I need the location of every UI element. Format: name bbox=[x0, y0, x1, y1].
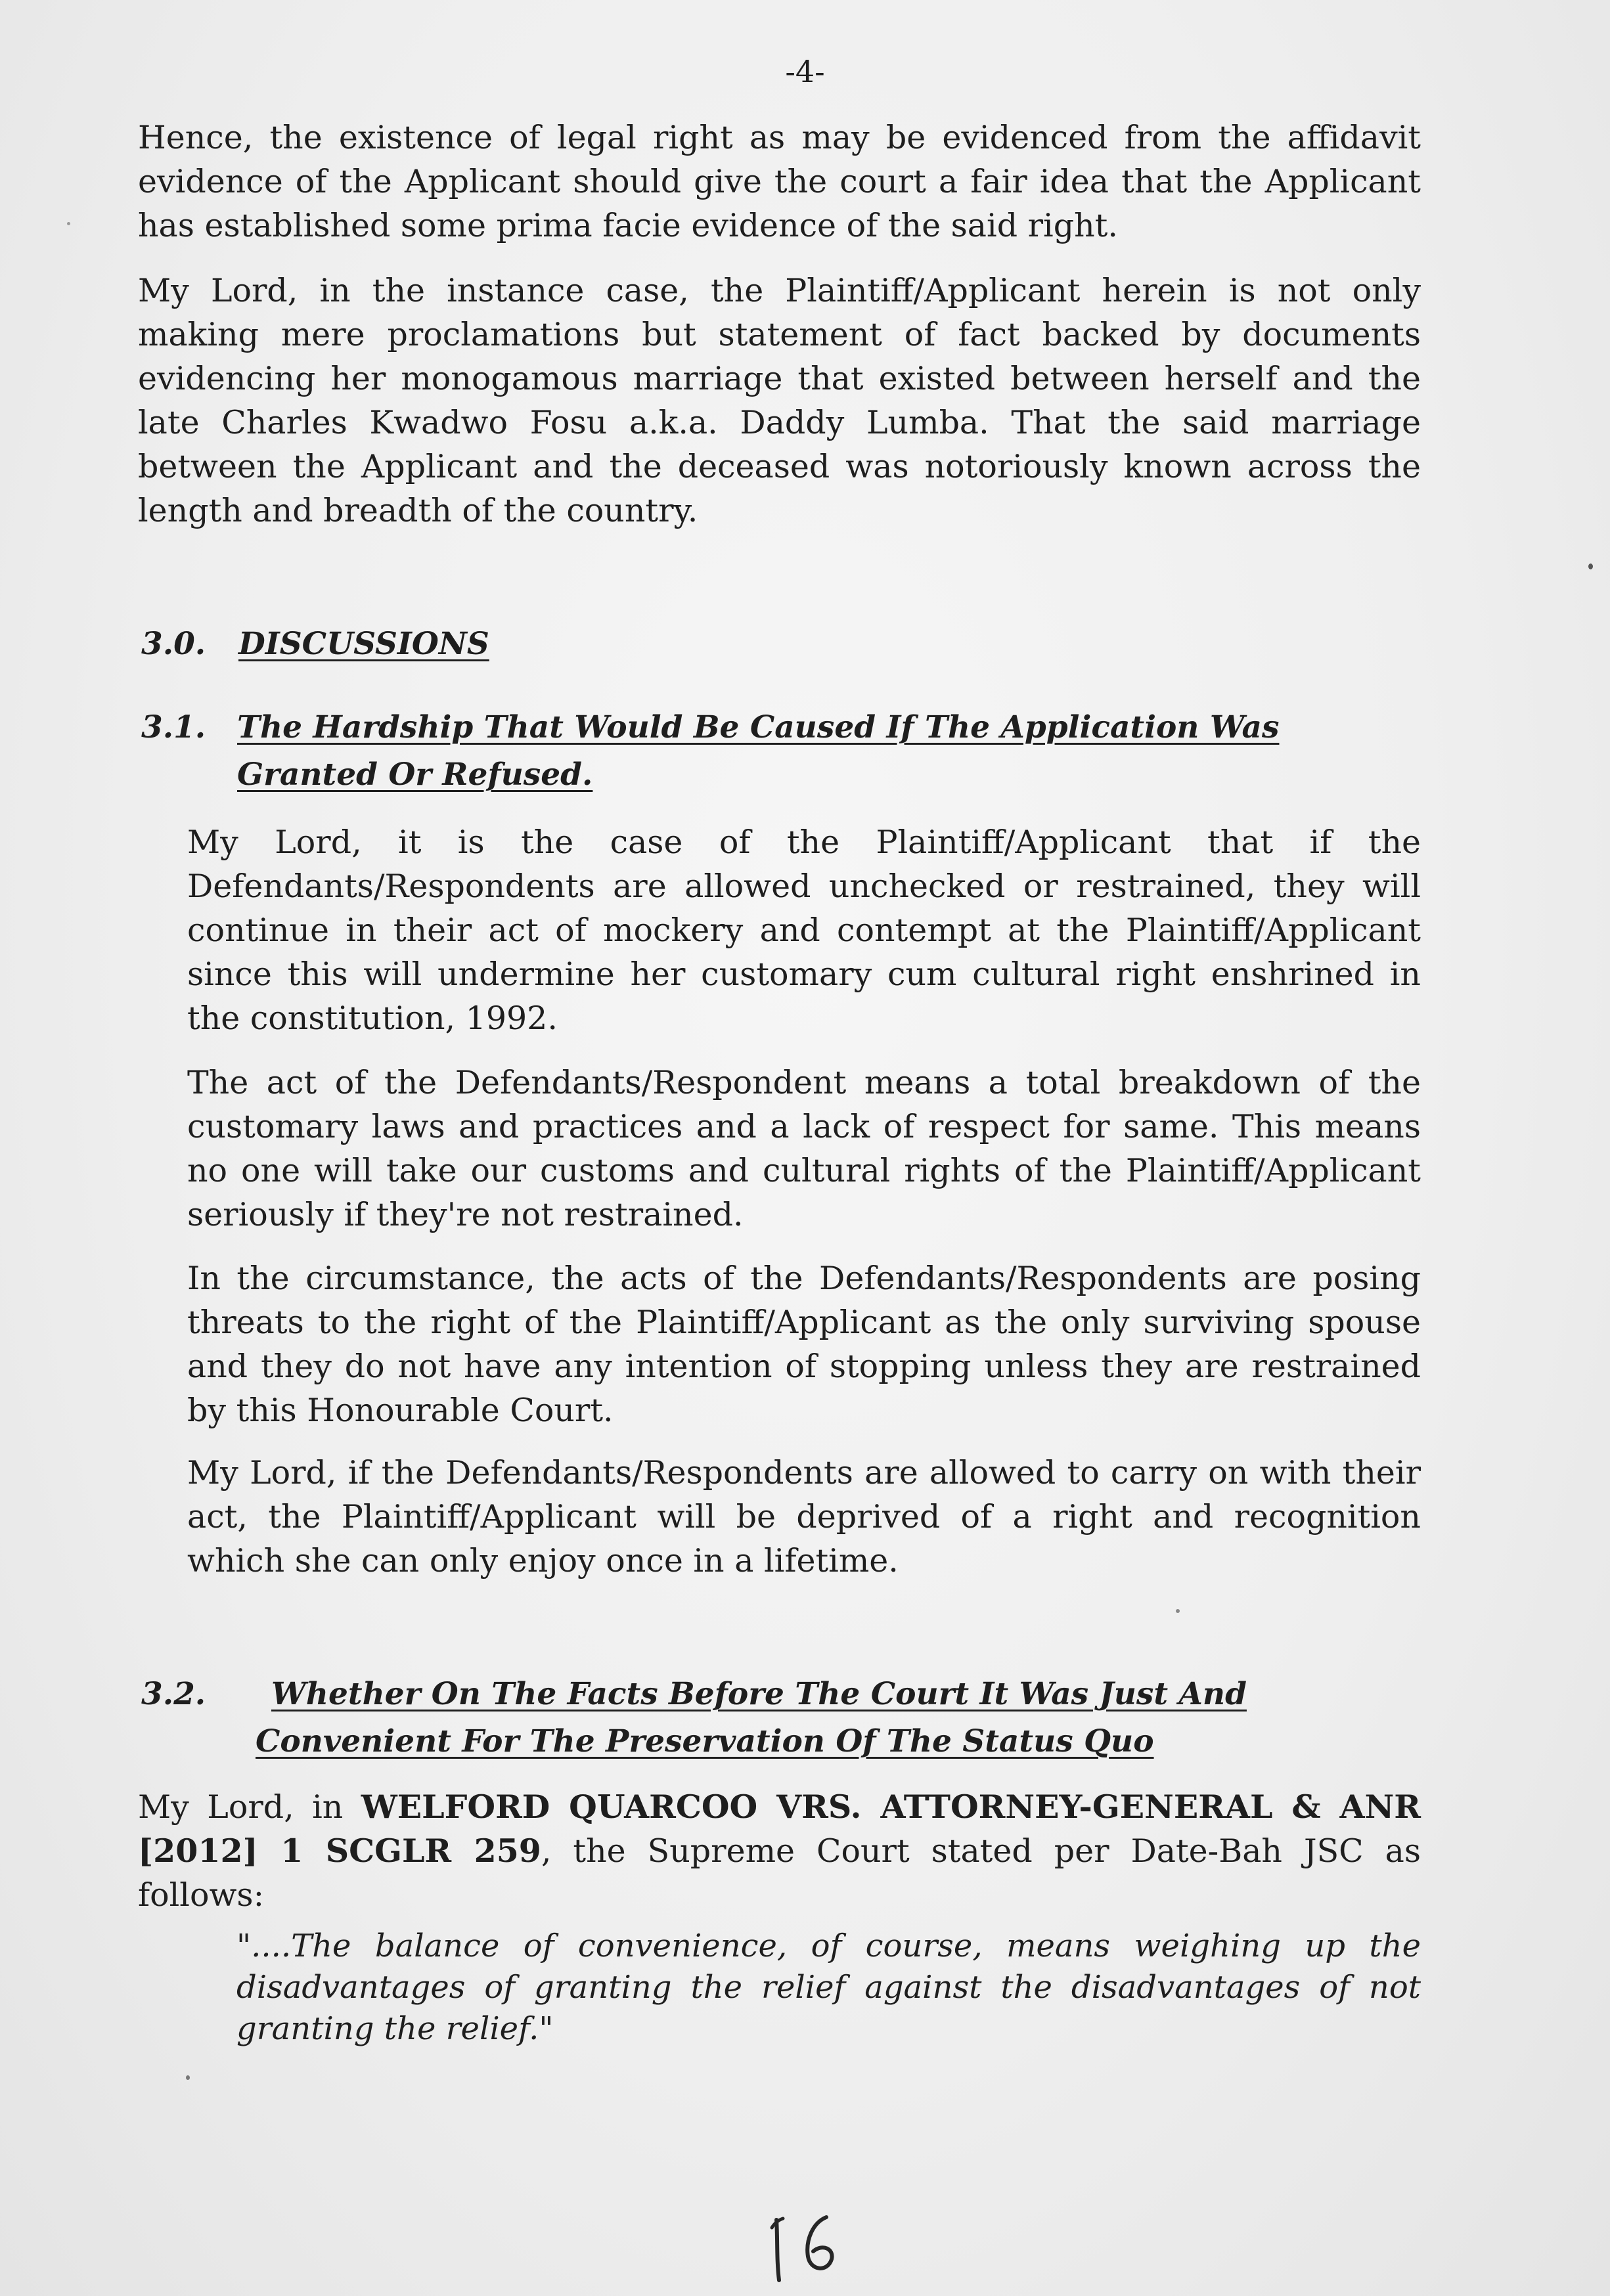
section-title-line-1: Whether On The Facts Before The Court It Was Just And bbox=[271, 1676, 1247, 1712]
section-title-line-1: The Hardship That Would Be Caused If The Application Was bbox=[237, 709, 1280, 745]
paragraph-circumstance: In the circumstance, the acts of the Defendants/Respondents are posing threats to the right of the Plaintiff/Applicant as the only surviving spouse and they do not have any intention of stopping unless they are restrained by this Honourable Court. bbox=[187, 1260, 1421, 1429]
section-heading-hardship bbox=[141, 705, 1422, 800]
section-title-line-2: Convenient For The Preservation Of The Status Quo bbox=[256, 1723, 1154, 1759]
scan-speck bbox=[67, 222, 70, 225]
block-quote: "....The balance of convenience, of course, means weighing up the disadvantages of granting the relief against the disadvantages of not granting the relief." bbox=[236, 1928, 1421, 2047]
paragraph-case-of-applicant: My Lord, it is the case of the Plaintiff/Applicant that if the Defendants/Respondents are allowed unchecked or restrained, they will continue in their act of mockery and contempt at the Plaintiff/Applicant since this will undermine her customary cum cultural right enshrined in the constitution, 1992. bbox=[187, 824, 1421, 1037]
case-name: WELFORD QUARCOO VRS. ATTORNEY-GENERAL & ANR bbox=[361, 1788, 1421, 1826]
citation-intro: My Lord, in bbox=[138, 1788, 361, 1826]
paragraph-act-of-defendants: The act of the Defendants/Respondent means a total breakdown of the customary laws and practices and a lack of respect for same. This means no one will take our customs and cultural rights of the Plaintiff/Applicant seriously if they're not restrained. bbox=[187, 1064, 1421, 1233]
case-citation: [2012] 1 SCGLR 259 bbox=[138, 1832, 541, 1870]
scan-speck bbox=[186, 2075, 190, 2080]
page-number: -4- bbox=[785, 54, 825, 89]
paragraph-deprived-right: My Lord, if the Defendants/Respondents are allowed to carry on with their act, the Plaintiff/Applicant will be deprived of a right and recognition which she can only enjoy once in a lifetime. bbox=[187, 1454, 1421, 1579]
scan-speck bbox=[1588, 563, 1593, 569]
section-title: DISCUSSIONS bbox=[238, 626, 489, 662]
paragraph-marriage-evidence: My Lord, in the instance case, the Plaintiff/Applicant herein is not only making mere proclamations but statement of fact backed by documents evidencing her monogamous marriage that existed between herself and the late Charles Kwadwo Fosu a.k.a. Daddy Lumba. That the said marriage between the Applicant and the deceased was notoriously known across the length and breadth of the country. bbox=[138, 272, 1421, 529]
citation-rest: , the Supreme Court stated per Date-Bah JSC as follows: bbox=[138, 1832, 1421, 1914]
section-title-line-2: Granted Or Refused. bbox=[237, 757, 593, 793]
section-number: 3.2. bbox=[141, 1676, 206, 1712]
paragraph-legal-right: Hence, the existence of legal right as may be evidenced from the affidavit evidence of the Applicant should give the court a fair idea that the Applicant has established some prima facie evidence of the said right. bbox=[138, 119, 1421, 244]
section-heading-balance-of-convenience bbox=[141, 1671, 1422, 1767]
paragraph-case-citation bbox=[138, 1785, 1421, 1917]
section-number: 3.1. bbox=[141, 709, 206, 745]
section-heading-discussions bbox=[141, 621, 1422, 667]
section-number: 3.0. bbox=[141, 626, 206, 662]
handwritten-page-number bbox=[762, 2213, 854, 2285]
scan-speck bbox=[1176, 1609, 1180, 1613]
